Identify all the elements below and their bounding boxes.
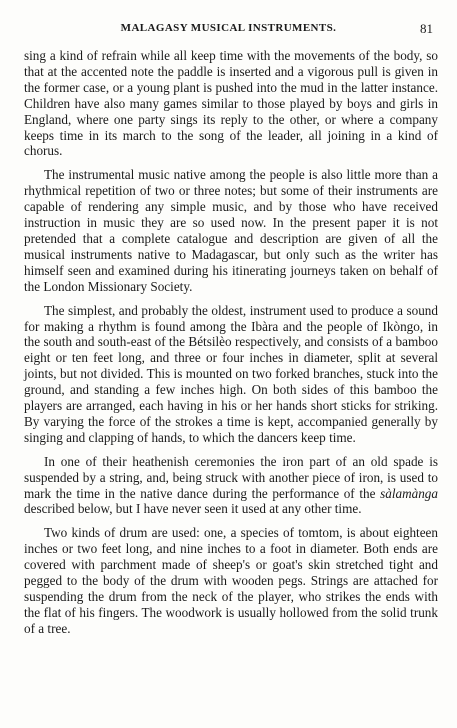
paragraph-instrumental-music: The instrumental music native among the people is also little more than a rhythmical repetition of two or three notes; but some of their instruments are capable of rendering any simple music, and by those who have received instruction in music they are so used now. In the present paper it is not pretended that a complete catalogue and description are given of all the musical instruments native to Madagascar, but only such as the writer has himself seen and examined during his itinerating journeys taken on behalf of the London Missionary Society. <box>24 167 438 294</box>
paragraph-refrain: sing a kind of refrain while all keep time with the movements of the body, so that at the accented note the paddle is inserted and a vigorous pull is given in the former case, or a young plant is pushed into the mud in the latter instance. Children have also many games similar to those played by boys and girls in England, where one party sings its reply to the other, or where a company keeps time in its march to the song of the leader, all joining in a kind of chorus. <box>24 48 438 159</box>
paragraph-iron-spade-text-end: described below, but I have never seen it used at any other time. <box>24 501 362 517</box>
paragraph-bamboo-instrument: The simplest, and probably the oldest, instrument used to produce a sound for making a rhythm is found among the Ibàra and the people of Ikòngo, in the south and south-east of the Bétsilèo respectively, and consists of a bamboo eight or ten feet long, and three or four inches in diameter, split at several joints, but not divided. This is mounted on two forked branches, stuck into the ground, and standing a few inches high. On both sides of this bamboo the players are arranged, each having in his or her hands short sticks for striking. By varying the force of the strokes a time is kept, accompanied generally by singing and clapping of hands, to which the dancers keep time. <box>24 302 438 445</box>
page-header <box>0 22 457 38</box>
running-title: MALAGASY MUSICAL INSTRUMENTS. <box>120 22 337 34</box>
paragraph-iron-spade-text-start: In one of their heathenish ceremonies the iron part of an old spade is suspended by a string, and, being struck with another piece of iron, is used to mark the time in the native dance during the performance of the <box>24 453 438 501</box>
paragraph-drums: Two kinds of drum are used: one, a species of tomtom, is about eighteen inches or two feet long, and nine inches to a foot in diameter. Both ends are covered with parchment made of sheep's or goat's skin stretched tight and pegged to the body of the drum with wooden pegs. Strings are attached for suspending the drum from the neck of the player, who strikes the ends with the flat of his fingers. The woodwork is usually hollowed from the solid trunk of a tree. <box>24 525 438 636</box>
paragraph-iron-spade <box>24 454 438 518</box>
salamanga-term: sàlamànga <box>380 485 438 501</box>
page-number: 81 <box>420 21 433 36</box>
body-text <box>24 48 438 645</box>
